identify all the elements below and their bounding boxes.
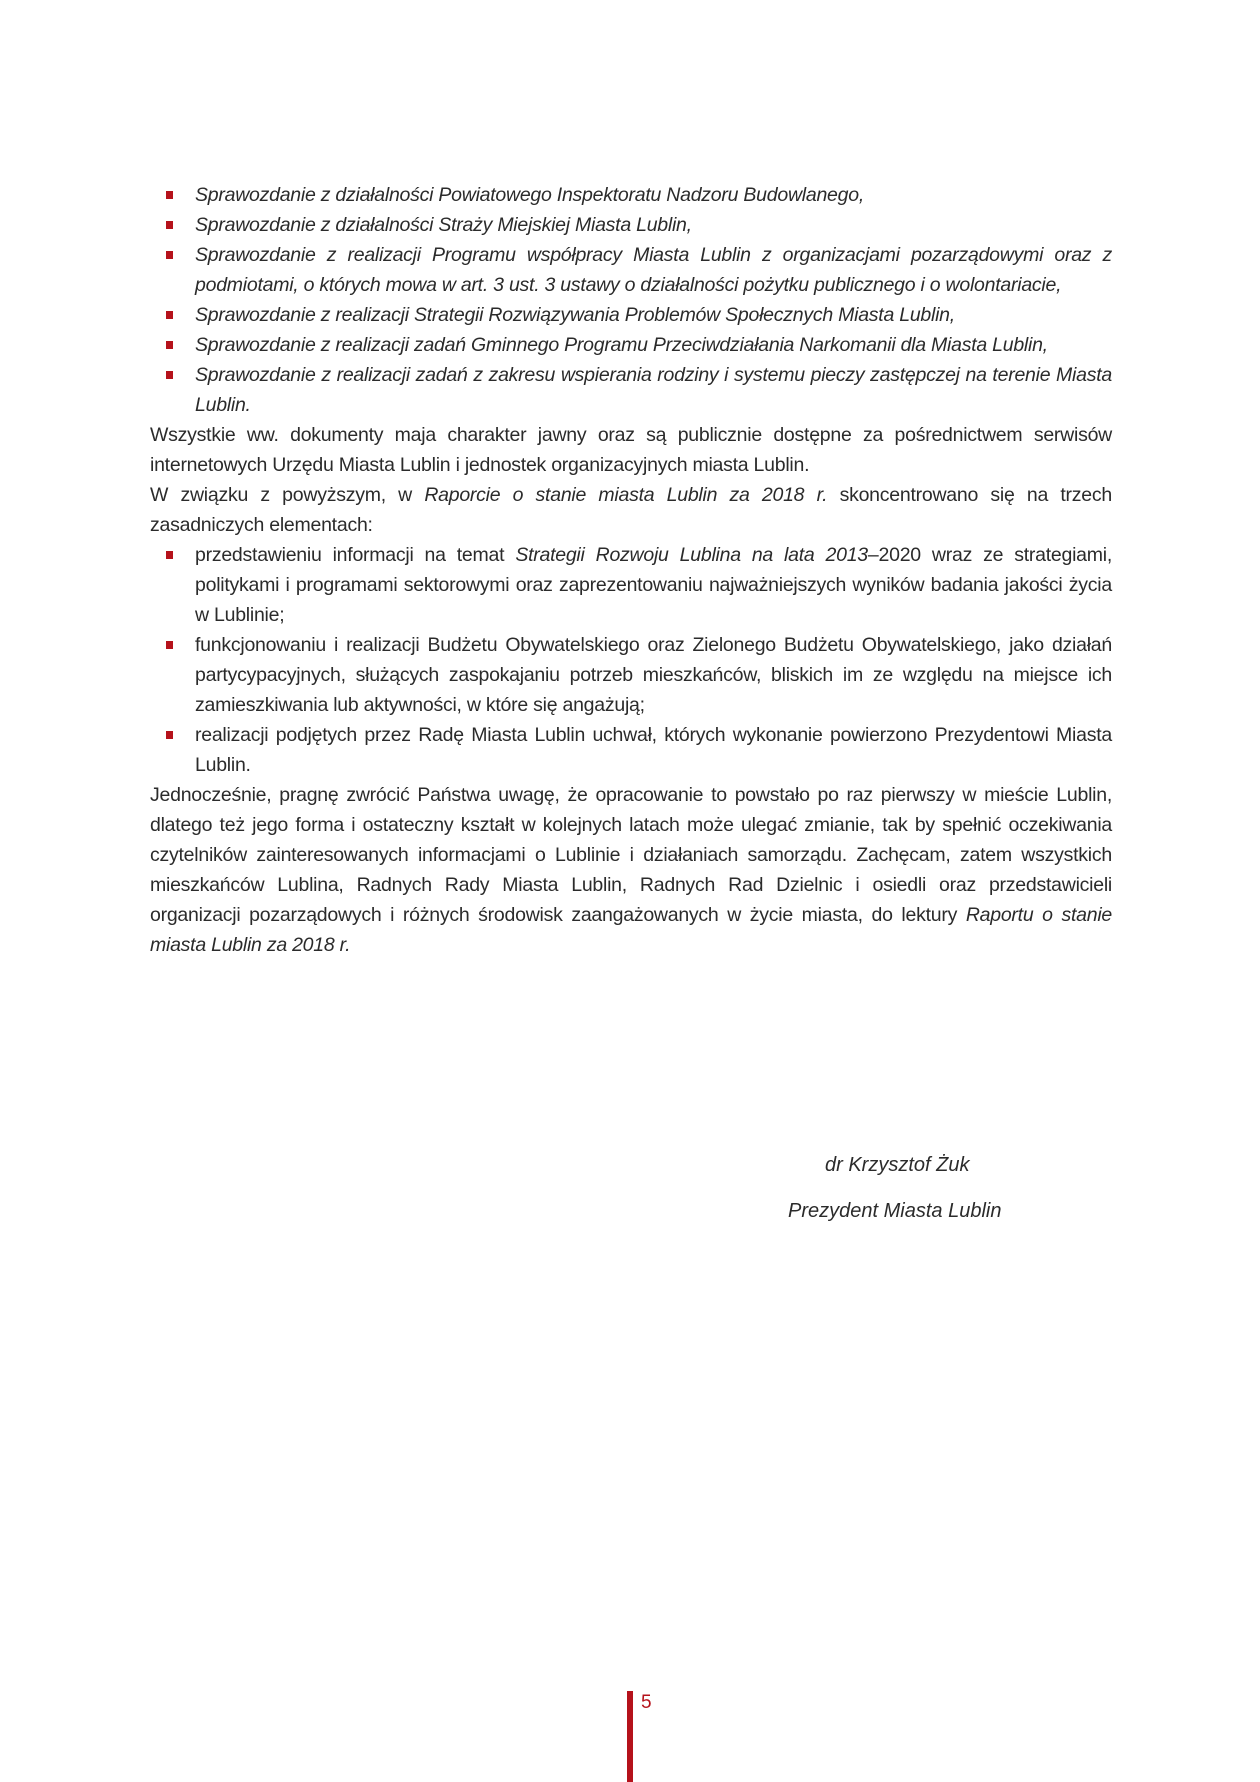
text-run: realizacji podjętych przez Radę Miasta Lublin uchwał, których wykonanie powierzono Prezydentowi Miasta Lublin. (195, 724, 1112, 776)
list-item (150, 300, 1112, 330)
list-item (150, 540, 1112, 630)
text-run: Jednocześnie, pragnę zwrócić Państwa uwagę, że opracowanie to powstało po raz pierwszy w mieście Lublin, dlatego też jego forma i ostateczny kształt w kolejnych latach może ulegać zmianie, tak by spełnić oczekiwania czytelników zainteresowanych informacjami o Lublinie i działaniach samorządu. Zachęcam, zatem wszystkich mieszkańców Lublina, Radnych Rady Miasta Lublin, Radnych Rad Dzielnic i osiedli oraz przedstawicieli organizacji pozarządowych i różnych środowisk zaangażowanych w życie miasta, do lektury (150, 784, 1112, 926)
paragraph-public-documents: Wszystkie ww. dokumenty maja charakter jawny oraz są publicznie dostępne za pośrednictwem serwisów internetowych Urzędu Miasta Lublin i jednostek organizacyjnych miasta Lublin. (150, 424, 1112, 476)
bullet-square-icon (166, 551, 173, 559)
list-item (150, 180, 1112, 210)
list-item (150, 210, 1112, 240)
text-run: przedstawieniu informacji na temat (195, 544, 516, 566)
bullet-square-icon (166, 641, 173, 649)
bullet-square-icon (166, 251, 173, 259)
bullet-square-icon (166, 221, 173, 229)
text-run: skoncentrowano się na trzech zasadniczych elementach: (150, 484, 1112, 536)
bullet-square-icon (166, 341, 173, 349)
report-title-italic: Raportu o stanie miasta Lublin za 2018 r. (150, 904, 1112, 956)
list-item (150, 360, 1112, 420)
bullet-square-icon (166, 191, 173, 199)
page-number: 5 (641, 1692, 652, 1713)
list-item-text: Sprawozdanie z realizacji zadań Gminnego Programu Przeciwdziałania Narkomanii dla Miasta Lublin, (195, 334, 1048, 356)
report-title-italic: Raporcie o stanie miasta Lublin za 2018 r. (424, 484, 828, 506)
bullet-square-icon (166, 311, 173, 319)
footer-accent-bar (627, 1691, 633, 1782)
list-item-text: Sprawozdanie z działalności Powiatowego Inspektoratu Nadzoru Budowlanego, (195, 184, 865, 206)
signatory-name: dr Krzysztof Żuk (825, 1154, 970, 1176)
signature-block (760, 1142, 1060, 1234)
paragraph-report-focus (150, 480, 1112, 540)
list-item (150, 720, 1112, 780)
reports-list (150, 180, 1112, 420)
text-run: –2020 wraz ze strategiami, politykami i programami sektorowymi oraz zaprezentowaniu najważniejszych wyników badania jakości życia w Lublinie; (195, 544, 1113, 626)
list-item (150, 330, 1112, 360)
paragraph-closing (150, 780, 1112, 960)
signatory-title: Prezydent Miasta Lublin (788, 1200, 1002, 1222)
strategy-title-italic: Strategii Rozwoju Lublina na lata 2013 (515, 544, 868, 566)
list-item-text: Sprawozdanie z działalności Straży Miejskiej Miasta Lublin, (195, 214, 692, 236)
text-run: W związku z powyższym, w (150, 484, 425, 506)
list-item (150, 240, 1112, 300)
list-item-text: Sprawozdanie z realizacji zadań z zakresu wspierania rodziny i systemu pieczy zastępczej na terenie Miasta Lublin. (195, 364, 1112, 416)
bullet-square-icon (166, 371, 173, 379)
bullet-square-icon (166, 731, 173, 739)
list-item-text: Sprawozdanie z realizacji Strategii Rozwiązywania Problemów Społecznych Miasta Lublin, (195, 304, 955, 326)
list-item-text: Sprawozdanie z realizacji Programu współpracy Miasta Lublin z organizacjami pozarządowymi oraz z podmiotami, o których mowa w art. 3 ust. 3 ustawy o działalności pożytku publicznego i o wolontariacie, (195, 244, 1112, 296)
list-item (150, 630, 1112, 720)
text-run: funkcjonowaniu i realizacji Budżetu Obywatelskiego oraz Zielonego Budżetu Obywatelskiego, jako działań partycypacyjnych, służących zaspokajaniu potrzeb mieszkańców, bliskich im ze względu na miejsce ich zamieszkiwania lub aktywności, w które się angażują; (195, 634, 1112, 716)
elements-list (150, 540, 1112, 780)
document-page (150, 180, 1112, 960)
